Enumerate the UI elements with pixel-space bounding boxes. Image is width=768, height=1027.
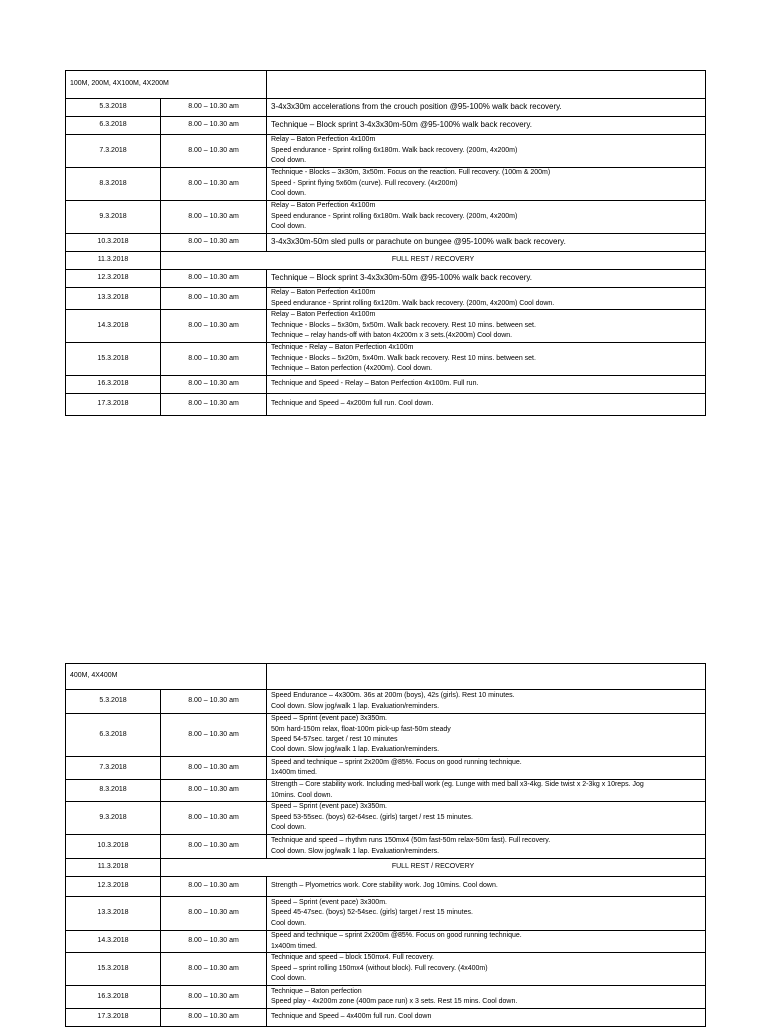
table-row — [66, 234, 706, 252]
activity-line: Cool down. Slow jog/walk 1 lap. Evaluation/reminders. — [271, 702, 440, 710]
activity-line: Technique and Speed – 4x400m full run. Cool down — [271, 1013, 432, 1021]
table-header-row — [66, 664, 706, 690]
activity-line: Speed 54-57sec. target / rest 10 minutes — [271, 736, 398, 743]
activity-line: Speed – sprint rolling 150mx4 (without block). Full recovery. (4x400m) — [271, 964, 488, 972]
activity-line: Technique and Speed – 4x200m full run. Cool down. — [271, 400, 434, 408]
activity-cell — [267, 234, 706, 252]
table-row — [66, 376, 706, 394]
activity-line: Speed endurance - Sprint rolling 6x120m. Walk back recovery. (200m, 4x200m) Cool down. — [271, 299, 555, 307]
table-heading: 100M, 200M, 4X100M, 4X200M — [66, 71, 267, 99]
time-cell: 8.00 – 10.30 am — [161, 343, 267, 376]
table-row — [66, 953, 706, 986]
time-cell: 8.00 – 10.30 am — [161, 135, 267, 168]
date-cell: 16.3.2018 — [66, 986, 161, 1009]
table-row — [66, 780, 706, 802]
table-row — [66, 201, 706, 234]
table-row — [66, 859, 706, 877]
date-cell: 16.3.2018 — [66, 376, 161, 394]
date-cell: 6.3.2018 — [66, 714, 161, 757]
activity-cell — [267, 310, 706, 343]
date-cell: 13.3.2018 — [66, 288, 161, 310]
activity-cell — [267, 877, 706, 897]
activity-line: Relay – Baton Perfection 4x100m — [271, 136, 376, 144]
activity-line: Technique - Relay – Baton Perfection 4x100m — [271, 344, 414, 352]
table-row — [66, 931, 706, 953]
activity-line: Technique and speed – block 150mx4. Full recovery. — [271, 954, 434, 962]
activity-line: Strength – Core stability work. Including med-ball work (eg. Lunge with med ball x3-4kg. Side twist x 2-3kg x 10reps. Jog — [271, 781, 644, 789]
activity-line: Speed play - 4x200m zone (400m pace run) x 3 sets. Rest 15 mins. Cool down. — [271, 998, 518, 1005]
activity-line: Relay – Baton Perfection 4x100m — [271, 202, 376, 210]
time-cell: 8.00 – 10.30 am — [161, 714, 267, 757]
activity-line: Speed - Sprint flying 5x60m (curve). Full recovery. (4x200m) — [271, 179, 458, 187]
table-row — [66, 835, 706, 859]
activity-cell — [267, 690, 706, 714]
activity-line: Cool down. Slow jog/walk 1 lap. Evaluation/reminders. — [271, 746, 440, 754]
activity-cell — [267, 99, 706, 117]
date-cell: 7.3.2018 — [66, 757, 161, 780]
activity-line: Technique – Block sprint 3-4x3x30m-50m @95-100% walk back recovery. — [271, 120, 532, 130]
activity-line: Technique - Blocks – 5x20m, 5x40m. Walk back recovery. Rest 10 mins. between set. — [271, 354, 536, 362]
time-cell: 8.00 – 10.30 am — [161, 376, 267, 394]
date-cell: 12.3.2018 — [66, 270, 161, 288]
table-row — [66, 877, 706, 897]
table-row — [66, 270, 706, 288]
schedule-table-sprints — [65, 70, 706, 416]
activity-line: Technique - Blocks – 3x30m, 3x50m. Focus on the reaction. Full recovery. (100m & 200m) — [271, 169, 551, 177]
table-heading-empty-cell — [267, 664, 706, 690]
date-cell: 7.3.2018 — [66, 135, 161, 168]
table-row — [66, 310, 706, 343]
activity-line: Technique – Baton perfection (4x200m). Cool down. — [271, 365, 433, 373]
activity-cell — [267, 835, 706, 859]
date-cell: 8.3.2018 — [66, 780, 161, 802]
activity-cell — [267, 714, 706, 757]
table-row — [66, 802, 706, 835]
activity-cell — [267, 757, 706, 780]
time-cell: 8.00 – 10.30 am — [161, 897, 267, 931]
activity-cell — [267, 168, 706, 201]
activity-line: 3-4x3x30m accelerations from the crouch position @95-100% walk back recovery. — [271, 102, 562, 112]
table-row — [66, 690, 706, 714]
time-cell: 8.00 – 10.30 am — [161, 757, 267, 780]
date-cell: 5.3.2018 — [66, 99, 161, 117]
time-cell: 8.00 – 10.30 am — [161, 201, 267, 234]
activity-line: Technique - Blocks – 5x30m, 5x50m. Walk back recovery. Rest 10 mins. between set. — [271, 321, 536, 329]
activity-cell — [267, 931, 706, 953]
time-cell: 8.00 – 10.30 am — [161, 1009, 267, 1027]
activity-line: Speed 53-55sec. (boys) 62-64sec. (girls) target / rest 15 minutes. — [271, 813, 473, 821]
activity-cell — [267, 343, 706, 376]
activity-line: Cool down. Slow jog/walk 1 lap. Evaluation/reminders. — [271, 847, 440, 855]
activity-line: Relay – Baton Perfection 4x100m — [271, 311, 376, 319]
time-cell: 8.00 – 10.30 am — [161, 99, 267, 117]
time-cell: 8.00 – 10.30 am — [161, 953, 267, 986]
date-cell: 10.3.2018 — [66, 234, 161, 252]
activity-line: Cool down. — [271, 223, 307, 231]
date-cell: 17.3.2018 — [66, 394, 161, 416]
activity-line: Speed endurance - Sprint rolling 6x180m. Walk back recovery. (200m, 4x200m) — [271, 212, 518, 220]
date-cell: 6.3.2018 — [66, 117, 161, 135]
date-cell: 14.3.2018 — [66, 310, 161, 343]
table-header-row — [66, 71, 706, 99]
activity-line: Cool down. — [271, 190, 307, 198]
activity-cell — [267, 897, 706, 931]
activity-line: Technique – relay hands-off with baton 4x200m x 3 sets.(4x200m) Cool down. — [271, 332, 513, 340]
time-cell: 8.00 – 10.30 am — [161, 234, 267, 252]
activity-line: Speed Endurance – 4x300m. 36s at 200m (boys), 42s (girls). Rest 10 minutes. — [271, 692, 515, 700]
activity-line: Relay – Baton Perfection 4x100m — [271, 289, 376, 297]
schedule-table-400m — [65, 663, 706, 1027]
activity-line: 1x400m timed. — [271, 942, 317, 950]
activity-line: Strength – Plyometrics work. Core stability work. Jog 10mins. Cool down. — [271, 882, 498, 890]
activity-cell — [267, 135, 706, 168]
time-cell: 8.00 – 10.30 am — [161, 802, 267, 835]
activity-line: Speed endurance - Sprint rolling 6x180m. Walk back recovery. (200m, 4x200m) — [271, 146, 518, 154]
date-cell: 15.3.2018 — [66, 343, 161, 376]
table-row — [66, 99, 706, 117]
time-cell: 8.00 – 10.30 am — [161, 270, 267, 288]
activity-line: Speed and technique – sprint 2x200m @85%. Focus on good running technique. — [271, 932, 522, 940]
time-cell: 8.00 – 10.30 am — [161, 117, 267, 135]
table-row — [66, 168, 706, 201]
table-row — [66, 288, 706, 310]
table-heading-empty-cell — [267, 71, 706, 99]
time-cell: 8.00 – 10.30 am — [161, 835, 267, 859]
activity-line: Speed 45-47sec. (boys) 52-54sec. (girls) target / rest 15 minutes. — [271, 909, 473, 917]
activity-line: Technique and Speed - Relay – Baton Perfection 4x100m. Full run. — [271, 380, 479, 388]
table-row — [66, 252, 706, 270]
activity-line: 1x400m timed. — [271, 769, 317, 776]
activity-line: Technique – Block sprint 3-4x3x30m-50m @95-100% walk back recovery. — [271, 273, 532, 283]
activity-line: Cool down. — [271, 975, 307, 983]
activity-cell — [267, 953, 706, 986]
time-cell: 8.00 – 10.30 am — [161, 394, 267, 416]
time-cell: 8.00 – 10.30 am — [161, 168, 267, 201]
date-cell: 11.3.2018 — [66, 252, 161, 270]
activity-line: Cool down. — [271, 157, 307, 165]
date-cell: 14.3.2018 — [66, 931, 161, 953]
date-cell: 9.3.2018 — [66, 802, 161, 835]
date-cell: 13.3.2018 — [66, 897, 161, 931]
time-cell: 8.00 – 10.30 am — [161, 780, 267, 802]
activity-cell — [267, 201, 706, 234]
date-cell: 8.3.2018 — [66, 168, 161, 201]
rest-day-cell: FULL REST / RECOVERY — [161, 252, 706, 270]
rest-day-cell: FULL REST / RECOVERY — [161, 859, 706, 877]
date-cell: 17.3.2018 — [66, 1009, 161, 1027]
time-cell: 8.00 – 10.30 am — [161, 877, 267, 897]
date-cell: 9.3.2018 — [66, 201, 161, 234]
activity-line: 50m hard-150m relax, float-100m pick-up fast-50m steady — [271, 725, 451, 733]
table-row — [66, 714, 706, 757]
table-row — [66, 897, 706, 931]
time-cell: 8.00 – 10.30 am — [161, 690, 267, 714]
activity-line: Speed – Sprint (event pace) 3x350m. — [271, 715, 387, 723]
table-row — [66, 117, 706, 135]
activity-line: Cool down. — [271, 824, 307, 832]
activity-cell — [267, 802, 706, 835]
activity-line: Speed – Sprint (event pace) 3x350m. — [271, 803, 387, 811]
time-cell: 8.00 – 10.30 am — [161, 288, 267, 310]
table-row — [66, 343, 706, 376]
activity-cell — [267, 986, 706, 1009]
table-row — [66, 757, 706, 780]
date-cell: 12.3.2018 — [66, 877, 161, 897]
date-cell: 11.3.2018 — [66, 859, 161, 877]
time-cell: 8.00 – 10.30 am — [161, 310, 267, 343]
activity-line: 3-4x3x30m-50m sled pulls or parachute on bungee @95-100% walk back recovery. — [271, 237, 566, 247]
table-row — [66, 135, 706, 168]
date-cell: 15.3.2018 — [66, 953, 161, 986]
table-row — [66, 394, 706, 416]
time-cell: 8.00 – 10.30 am — [161, 986, 267, 1009]
activity-line: Cool down. — [271, 919, 307, 927]
activity-line: 10mins. Cool down. — [271, 791, 333, 799]
activity-cell — [267, 394, 706, 416]
activity-cell — [267, 117, 706, 135]
activity-line: Speed – Sprint (event pace) 3x300m. — [271, 898, 387, 906]
time-cell: 8.00 – 10.30 am — [161, 931, 267, 953]
activity-line: Technique – Baton perfection — [271, 987, 362, 995]
activity-cell — [267, 780, 706, 802]
date-cell: 10.3.2018 — [66, 835, 161, 859]
activity-line: Technique and speed – rhythm runs 150mx4 (50m fast-50m relax-50m fast). Full recovery. — [271, 837, 551, 845]
activity-line: Speed and technique – sprint 2x200m @85%. Focus on good running technique. — [271, 758, 522, 766]
table-row — [66, 986, 706, 1009]
date-cell: 5.3.2018 — [66, 690, 161, 714]
activity-cell — [267, 288, 706, 310]
activity-cell — [267, 270, 706, 288]
table-heading: 400M, 4X400M — [66, 664, 267, 690]
activity-cell — [267, 376, 706, 394]
